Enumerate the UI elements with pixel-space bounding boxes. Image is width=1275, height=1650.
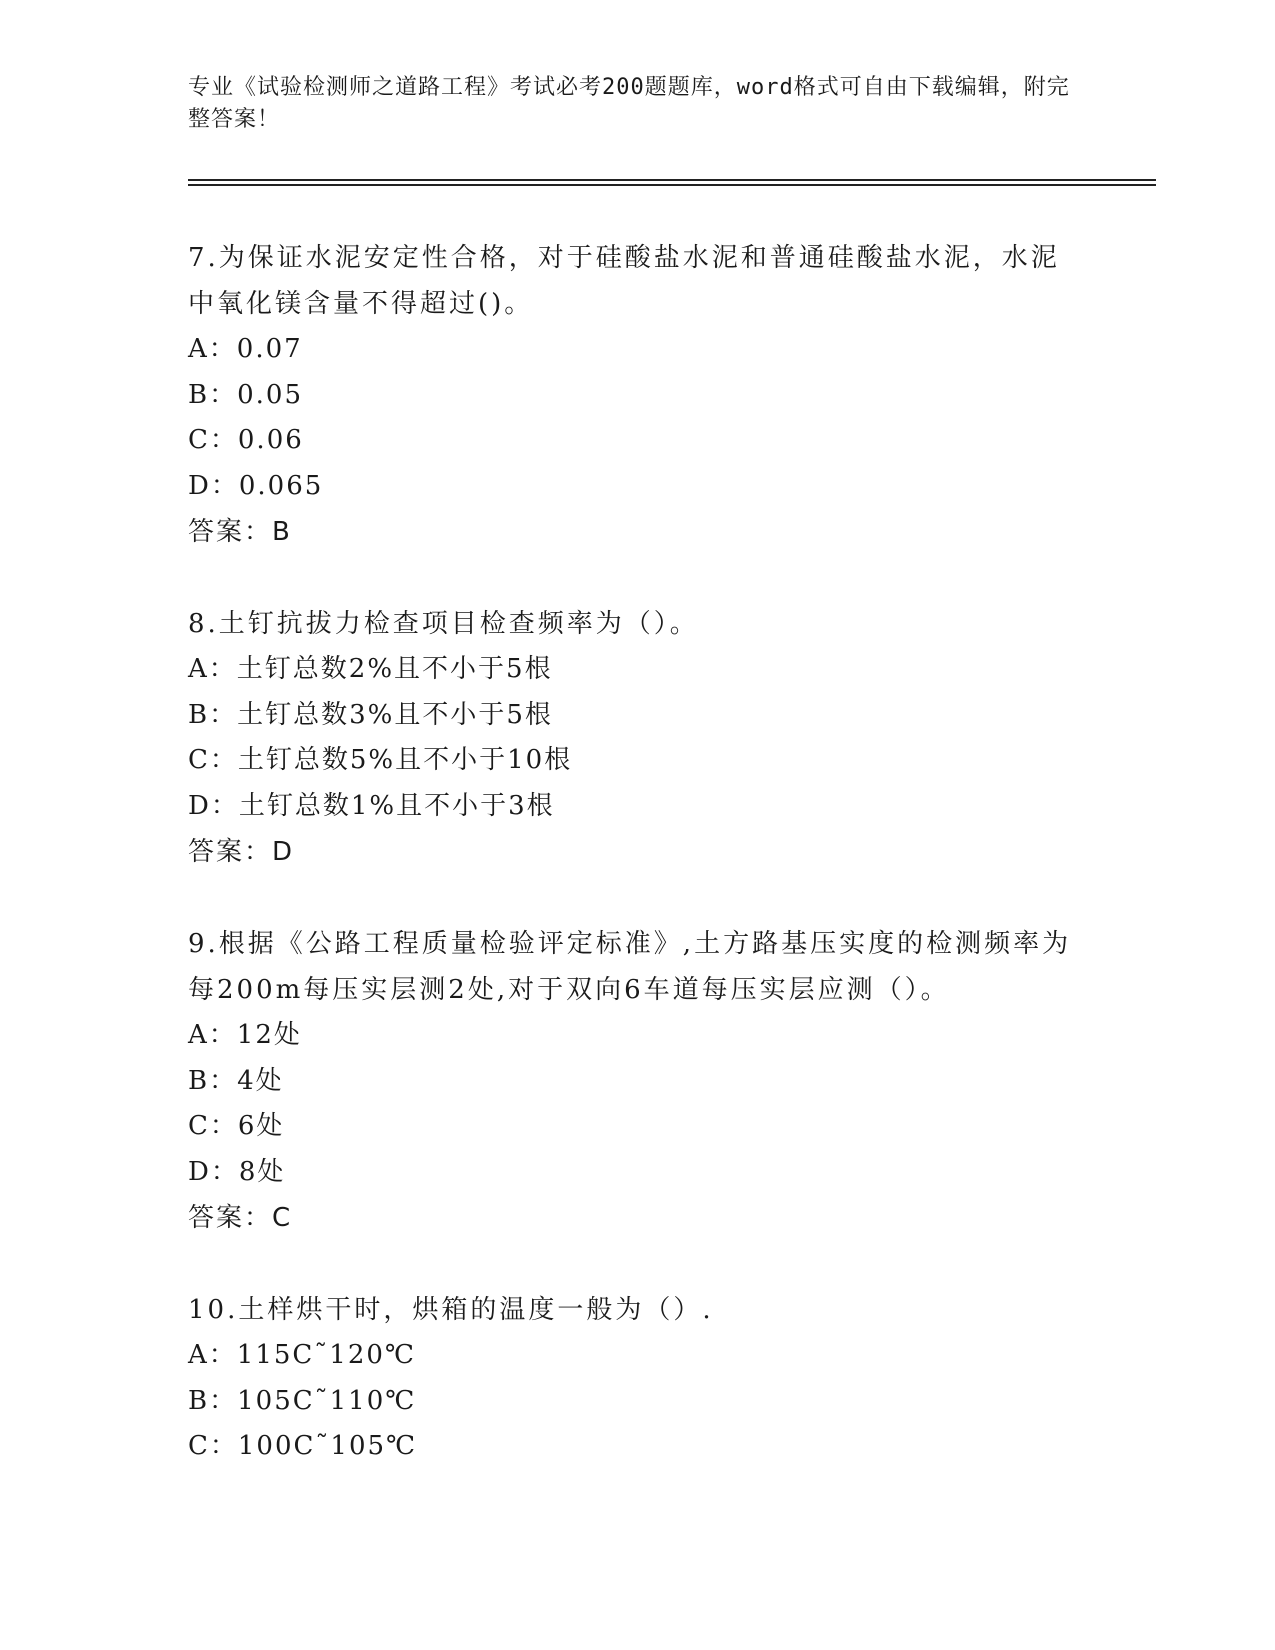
- question-text: 8.土钉抗拔力检查项目检查频率为（）。: [188, 609, 699, 639]
- option-a: A：土钉总数2%且不小于5根: [188, 654, 553, 684]
- answer-line: 答案：D: [188, 837, 295, 867]
- question-item: [188, 601, 1088, 875]
- question-text: 7.为保证水泥安定性合格，对于硅酸盐水泥和普通硅酸盐水泥，水泥中氧化镁含量不得超过()。: [188, 243, 1060, 319]
- option-c: C：土钉总数5%且不小于10根: [188, 745, 573, 775]
- question-spacer: [188, 875, 1088, 921]
- option-a: A：12处: [188, 1020, 302, 1050]
- answer-line: 答案：C: [188, 1203, 293, 1233]
- question-item: [188, 921, 1088, 1241]
- option-c: C：6处: [188, 1111, 285, 1141]
- option-b: B：105C˜110℃: [188, 1385, 417, 1416]
- option-d: D：8处: [188, 1156, 286, 1187]
- question-text: 10.土样烘干时，烘箱的温度一般为（）.: [188, 1295, 714, 1325]
- question-item: [188, 1287, 1088, 1470]
- question-spacer: [188, 1241, 1088, 1287]
- option-c: C：100C˜105℃: [188, 1431, 418, 1461]
- option-d: D：0.065: [188, 470, 324, 501]
- option-d: D：土钉总数1%且不小于3根: [188, 790, 555, 821]
- header-divider: [188, 179, 1156, 181]
- option-b: B：土钉总数3%且不小于5根: [188, 699, 553, 730]
- option-b: B：0.05: [188, 379, 303, 410]
- option-c: C：0.06: [188, 425, 304, 455]
- option-a: A：0.07: [188, 334, 303, 364]
- option-a: A：115C˜120℃: [188, 1340, 417, 1370]
- question-text: 9.根据《公路工程质量检验评定标准》,土方路基压实度的检测频率为每200m每压实层测2处,对于双向6车道每压实层应测（）。: [188, 929, 1072, 1005]
- question-spacer: [188, 555, 1088, 601]
- question-list: [188, 235, 1088, 1470]
- answer-line: 答案：B: [188, 517, 292, 547]
- document-header: 专业《试验检测师之道路工程》考试必考200题题库，word格式可自由下载编辑，附完整答案！: [188, 75, 1070, 132]
- question-item: [188, 235, 1088, 555]
- header-divider-secondary: [188, 184, 1156, 186]
- option-b: B：4处: [188, 1065, 284, 1096]
